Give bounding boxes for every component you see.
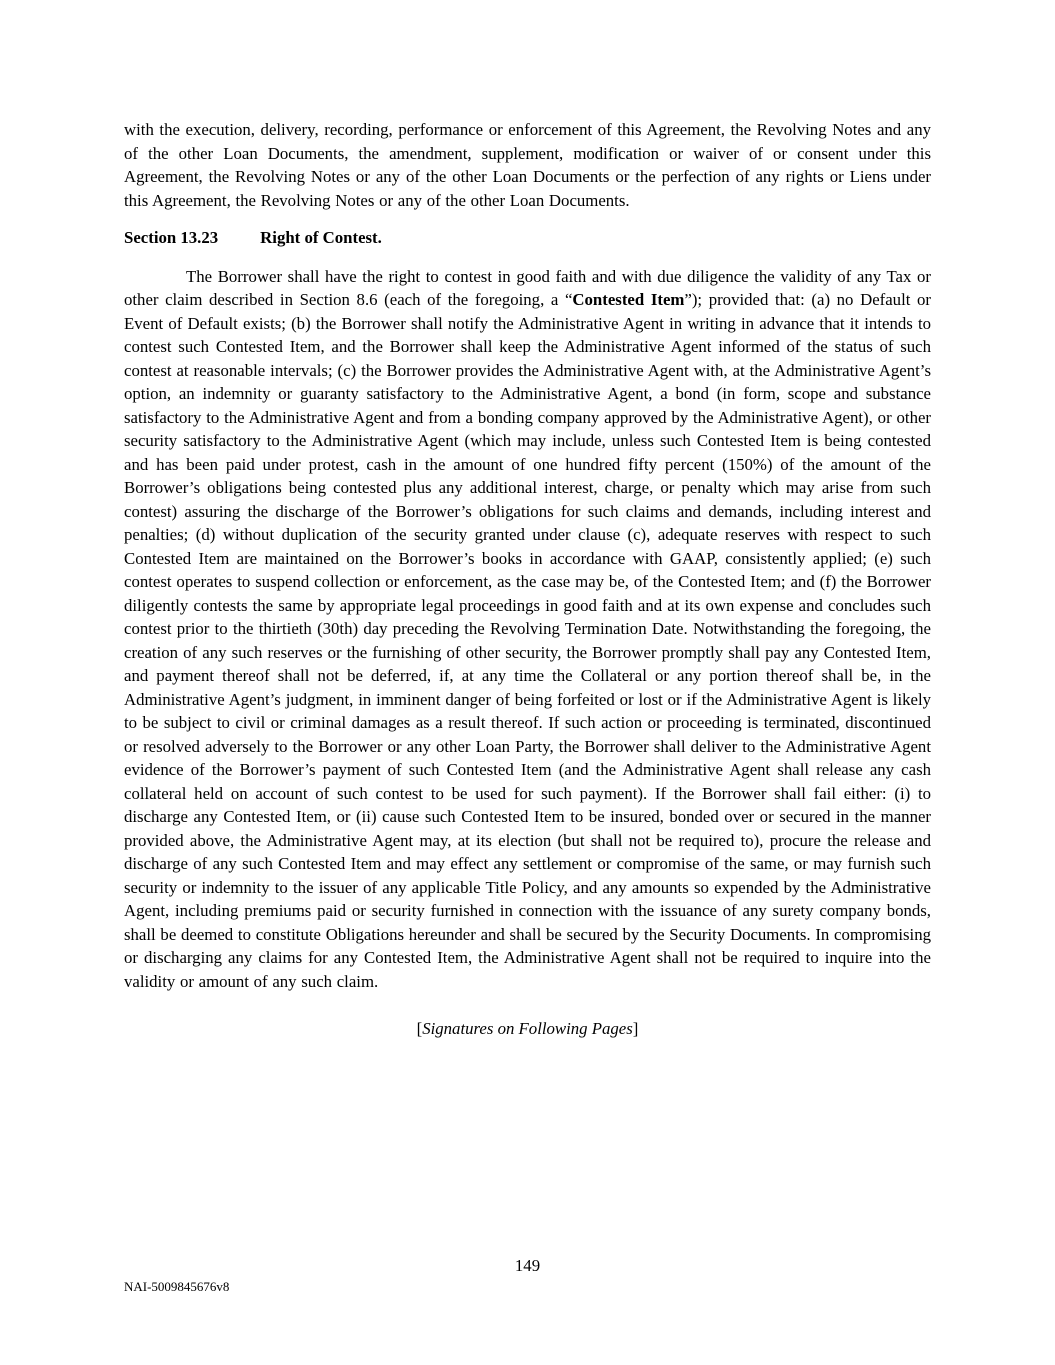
- document-body: [124, 118, 931, 1041]
- signature-note: [124, 1017, 931, 1041]
- page-number: 149: [514, 1256, 541, 1275]
- signature-note-close-bracket: ]: [632, 1019, 639, 1038]
- body-text-before-term: The Borrower shall have the right to contest in good faith and with due diligence the validity of any Tax or other claim described in Section 8.6 (each of the foregoing, a “: [124, 266, 931, 309]
- signature-note-open-bracket: [: [416, 1019, 423, 1038]
- signature-note-text: Signatures on Following Pages: [422, 1019, 633, 1038]
- section-number: Section 13.23: [124, 228, 219, 247]
- defined-term-contested-item: Contested Item: [572, 290, 685, 309]
- body-text-after-term: ”); provided that: (a) no Default or Event of Default exists; (b) the Borrower shall notify the Administrative Agent in writing in advance that it intends to contest such Contested Item, and the Borrower shall keep the Administrative Agent informed of the status of such contest at reasonable intervals; (c) the Borrower provides the Administrative Agent with, at the Administrative Agent’s option, an indemnity or guaranty satisfactory to the Administrative Agent, a bond (in form, scope and substance satisfactory to the Administrative Agent and from a bonding company approved by the Administrative Agent), or other security satisfactory to the Administrative Agent (which may include, unless such Contested Item is being contested and has been paid under protest, cash in the amount of one hundred fifty percent (150%) of the amount of the Borrower’s obligations being contested plus any additional interest, charge, or penalty which may arise from such contest) assuring the discharge of the Borrower’s obligations for such claims and demands, including interest and penalties; (d) without duplication of the security granted under clause (c), adequate reserves with respect to such Contested Item are maintained on the Borrower’s books in accordance with GAAP, consistently applied; (e) such contest operates to suspend collection or enforcement, as the case may be, of the Contested Item; and (f) the Borrower diligently contests the same by appropriate legal proceedings in good faith and at its own expense and concludes such contest prior to the thirtieth (30th) day preceding the Revolving Termination Date. Notwithstanding the foregoing, the creation of any such reserves or the furnishing of other security, the Borrower promptly shall pay any Contested Item, and payment thereof shall not be deferred, if, at any time the Collateral or any portion thereof shall be, in the Administrative Agent’s judgment, in imminent danger of being forfeited or lost or if the Administrative Agent is likely to be subject to civil or criminal damages as a result thereof. If such action or proceeding is terminated, discontinued or resolved adversely to the Borrower or any other Loan Party, the Borrower shall deliver to the Administrative Agent evidence of the Borrower’s payment of such Contested Item (and the Administrative Agent shall release any cash collateral held on account of such contest to be used for such payment). If the Borrower shall fail either: (i) to discharge any Contested Item, or (ii) cause such Contested Item to be insured, bonded over or secured in the manner provided above, the Administrative Agent may, at its election (but shall not be required to), procure the release and discharge of any such Contested Item and may effect any settlement or compromise of the same, or may furnish such security or indemnity to the issuer of any applicable Title Policy, and any amounts so expended by the Administrative Agent, including premiums paid or security furnished in connection with the issuance of any surety company bonds, shall be deemed to constitute Obligations hereunder and shall be secured by the Security Documents. In compromising or discharging any claims for any Contested Item, the Administrative Agent shall not be required to inquire into the validity or amount of any such claim.: [124, 290, 931, 991]
- section-title: Right of Contest.: [260, 228, 382, 247]
- body-paragraph: [124, 265, 931, 994]
- continuation-paragraph: with the execution, delivery, recording, performance or enforcement of this Agreement, the Revolving Notes and any of the other Loan Documents, the amendment, supplement, modification or waiver of or consent under this Agreement, the Revolving Notes or any of the other Loan Documents or the perfection of any rights or Liens under this Agreement, the Revolving Notes or any of the other Loan Documents.: [124, 120, 931, 210]
- document-id-footer: NAI-5009845676v8: [124, 1279, 230, 1294]
- section-heading: [124, 226, 931, 250]
